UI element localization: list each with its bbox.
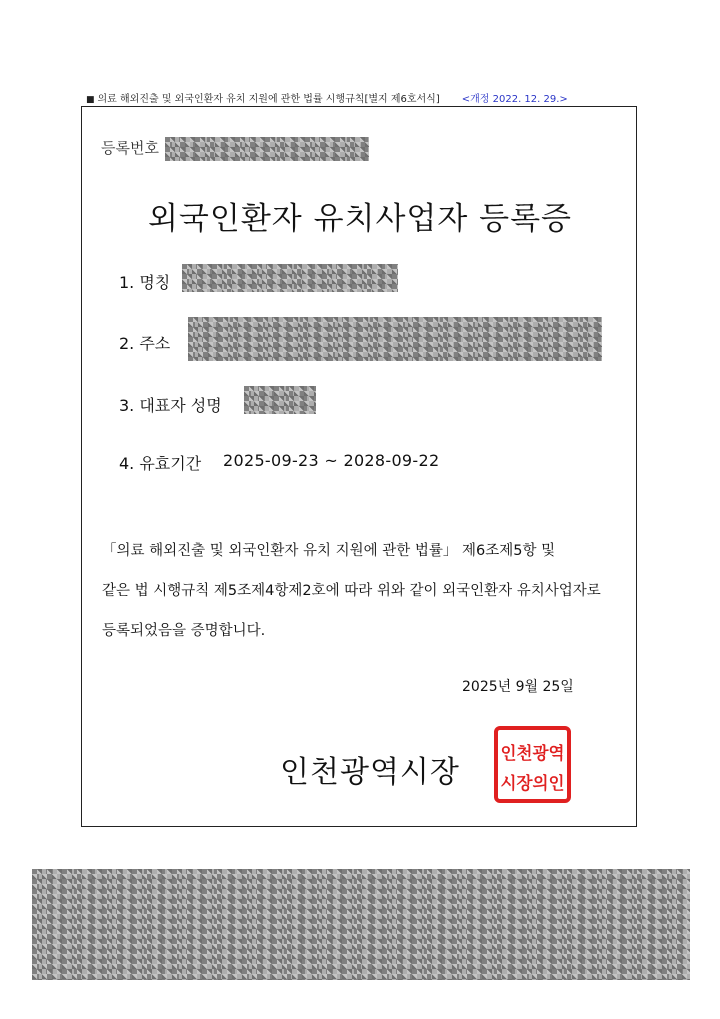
body-line-2: 같은 법 시행규칙 제5조제4항제2호에 따라 위와 같이 외국인환자 유치사업자로 xyxy=(102,583,601,599)
registration-number-redacted xyxy=(165,137,369,161)
field-validity-label: 4. 유효기간 xyxy=(119,454,202,473)
black-square-icon: ■ xyxy=(86,95,95,105)
registration-number-label: 등록번호 xyxy=(101,139,159,157)
form-header xyxy=(86,90,646,105)
svg-text:시장의인: 시장의인 xyxy=(500,774,567,794)
body-line-1: 「의료 해외진출 및 외국인환자 유치 지원에 관한 법률」 제6조제5항 및 xyxy=(102,543,556,559)
bottom-redacted-block xyxy=(32,869,690,980)
certificate-frame xyxy=(81,106,637,827)
official-seal-icon xyxy=(494,726,571,803)
issue-date: 2025년 9월 25일 xyxy=(462,679,574,695)
field-address-redacted xyxy=(188,317,602,361)
field-representative-label: 3. 대표자 성명 xyxy=(119,396,222,415)
revision-note: <개정 2022. 12. 29.> xyxy=(461,94,568,105)
field-validity-value: 2025-09-23 ~ 2028-09-22 xyxy=(223,451,440,470)
certificate-title: 외국인환자 유치사업자 등록증 xyxy=(147,201,572,237)
issuer-name: 인천광역시장 xyxy=(280,755,460,790)
field-name-label: 1. 명칭 xyxy=(119,273,171,292)
body-line-3: 등록되었음을 증명합니다. xyxy=(102,623,266,639)
form-title: 의료 해외진출 및 외국인환자 유치 지원에 관한 법률 시행규칙[별지 제6호서식] xyxy=(97,94,440,105)
field-address-label: 2. 주소 xyxy=(119,334,171,353)
field-name-redacted xyxy=(182,264,398,292)
svg-text:인천광역: 인천광역 xyxy=(500,744,567,764)
field-representative-redacted xyxy=(244,386,316,414)
